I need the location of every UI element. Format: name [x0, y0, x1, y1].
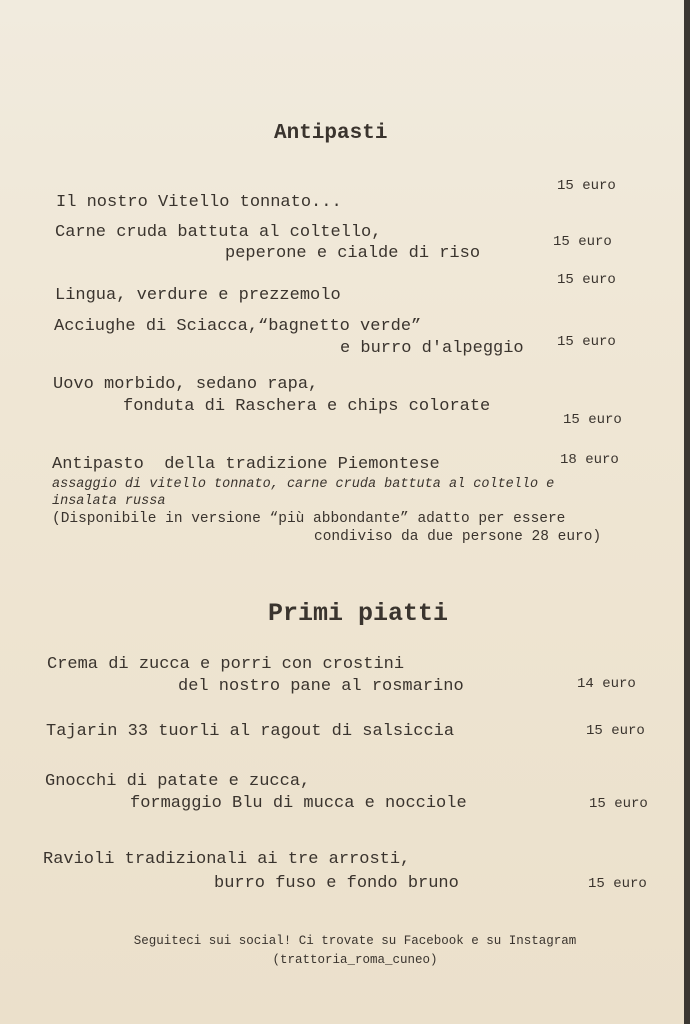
item-line: Tajarin 33 tuorli al ragout di salsiccia — [46, 722, 455, 741]
item-line: burro fuso e fondo bruno — [214, 874, 459, 893]
item-line: Lingua, verdure e prezzemolo — [55, 286, 341, 305]
item-price: 15 euro — [588, 876, 647, 892]
item-line: del nostro pane al rosmarino — [178, 677, 464, 696]
item-price: 15 euro — [557, 272, 616, 288]
footer-social: Seguiteci sui social! Ci trovate su Facebook e su Instagram — [133, 934, 577, 948]
item-price: 15 euro — [553, 234, 612, 250]
item-note: condiviso da due persone 28 euro) — [314, 529, 602, 545]
section-title-antipasti: Antipasti — [274, 122, 388, 145]
item-price: 14 euro — [577, 676, 636, 692]
item-price: 15 euro — [586, 723, 645, 739]
section-title-primi: Primi piatti — [268, 599, 449, 628]
item-line: Gnocchi di patate e zucca, — [45, 772, 311, 791]
item-line: Acciughe di Sciacca,“bagnetto verde” — [54, 317, 422, 336]
item-line: Uovo morbido, sedano rapa, — [53, 375, 319, 394]
item-line: Ravioli tradizionali ai tre arrosti, — [43, 850, 411, 869]
item-line: fonduta di Raschera e chips colorate — [123, 397, 491, 416]
item-line: formaggio Blu di mucca e nocciole — [130, 794, 467, 813]
item-price: 15 euro — [557, 334, 616, 350]
footer-handle: (trattoria_roma_cuneo) — [272, 953, 438, 967]
item-line: peperone e cialde di riso — [225, 244, 481, 263]
item-description: assaggio di vitello tonnato, carne cruda battuta al coltello e — [52, 477, 555, 492]
item-price: 15 euro — [557, 178, 616, 194]
item-line: Antipasto della tradizione Piemontese — [52, 455, 440, 474]
item-price: 15 euro — [563, 412, 622, 428]
item-line: Carne cruda battuta al coltello, — [55, 223, 382, 242]
item-line: e burro d'alpeggio — [340, 339, 524, 358]
item-price: 18 euro — [560, 452, 619, 468]
item-price: 15 euro — [589, 796, 648, 812]
item-line: Crema di zucca e porri con crostini — [47, 655, 405, 674]
item-line: Il nostro Vitello tonnato... — [56, 193, 342, 212]
item-note: (Disponibile in versione “più abbondante” adatto per essere — [52, 511, 566, 527]
item-description: insalata russa — [52, 494, 166, 509]
